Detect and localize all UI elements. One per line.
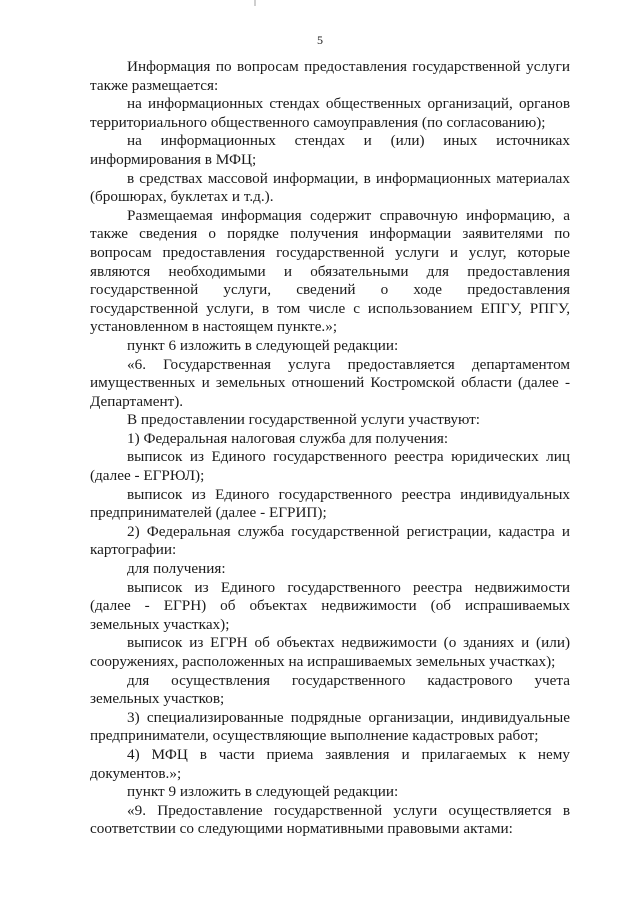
paragraph: 3) специализированные подрядные организации, индивидуальные предприниматели, осуществляющие выполнение кадастровых работ; [90,708,570,745]
paragraph: «6. Государственная услуга предоставляется департаментом имущественных и земельных отношений Костромской области (далее - Департамент). [90,355,570,410]
document-body [90,58,570,839]
paragraph: для получения: [127,560,226,578]
paragraph: 4) МФЦ в части приема заявления и прилагаемых к нему документов.»; [90,745,570,782]
paragraph: на информационных стендах общественных организаций, органов территориального общественного самоуправления (по согласованию); [90,95,570,131]
paragraph: для осуществления государственного кадастрового учета земельных участков; [90,671,570,708]
paragraph: выписок из Единого государственного реестра индивидуальных предпринимателей (далее - ЕГРИП); [90,485,570,522]
paragraph: выписок из ЕГРН об объектах недвижимости (о зданиях и (или) сооружениях, расположенных на испрашиваемых земельных участках); [90,634,570,670]
paragraph: 1) Федеральная налоговая служба для получения: [127,429,449,447]
paragraph: В предоставлении государственной услуги участвуют: [127,411,480,429]
paragraph: пункт 6 изложить в следующей редакции: [127,336,399,354]
page-number: 5 [317,33,323,47]
scan-artifact [254,0,256,6]
paragraph: 2) Федеральная служба государственной регистрации, кадастра и картографии: [90,522,570,559]
paragraph: Размещаемая информация содержит справочную информацию, а также сведения о порядке получения информации заявителями по вопросам предоставления государственной услуги и услуг, которые являются необходимыми и обязательными для предоставления государственной услуги, сведений о ходе предоставления государственной услуги, в том числе с использованием ЕПГУ, РПГУ, установленном в настоящем пункте.»; [90,206,570,336]
paragraph: на информационных стендах и (или) иных источниках информирования в МФЦ; [90,132,570,168]
paragraph: выписок из Единого государственного реестра юридических лиц (далее - ЕГРЮЛ); [90,448,570,485]
paragraph: Информация по вопросам предоставления государственной услуги также размещается: [90,58,570,94]
paragraph: пункт 9 изложить в следующей редакции: [127,783,399,801]
paragraph: выписок из Единого государственного реестра недвижимости (далее - ЕГРН) об объектах недвижимости (об испрашиваемых земельных участках); [90,578,570,633]
paragraph: в средствах массовой информации, в информационных материалах (брошюрах, буклетах и т.д.). [90,169,570,206]
paragraph: «9. Предоставление государственной услуги осуществляется в соответствии со следующими нормативными правовыми актами: [90,801,570,838]
